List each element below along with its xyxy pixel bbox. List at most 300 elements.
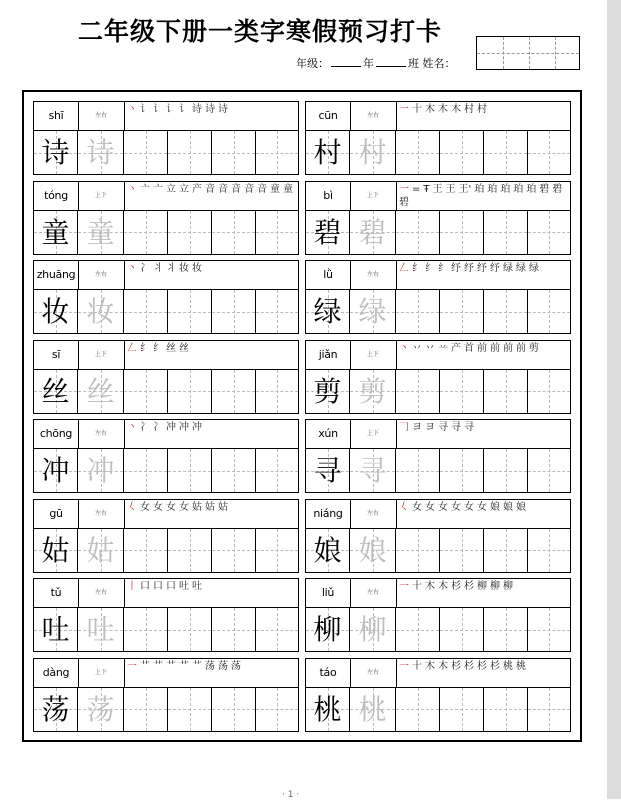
practice-cell[interactable]: [528, 449, 570, 492]
practice-cell[interactable]: [528, 370, 570, 413]
stroke-step: 女: [153, 501, 163, 513]
stroke-step: 音: [231, 183, 241, 195]
practice-cell[interactable]: [168, 608, 212, 651]
card-header: [33, 260, 299, 290]
stroke-step: 女: [464, 501, 474, 513]
stroke-step: 诗: [192, 104, 202, 115]
practice-cell[interactable]: [212, 449, 256, 492]
character-card: [305, 578, 571, 653]
stroke-order: [399, 660, 569, 673]
stroke-step: 冫: [140, 422, 150, 433]
trace-character-cell: [350, 370, 396, 413]
structure-label: 上下: [78, 182, 125, 210]
structure-label: 左右: [350, 261, 397, 289]
practice-cell[interactable]: [484, 211, 528, 254]
writing-grid: [33, 529, 299, 573]
stroke-step: 女: [140, 501, 150, 513]
page-title: 二年级下册一类字寒假预习打卡: [78, 17, 443, 46]
trace-character: 丝: [86, 374, 115, 408]
model-character: 剪: [313, 374, 342, 408]
model-character: 妆: [41, 295, 70, 328]
writing-grid: [33, 290, 299, 334]
stroke-step: 杉: [451, 581, 461, 592]
writing-grid: [33, 211, 299, 255]
card-header: [305, 578, 571, 608]
structure-label: 上下: [78, 659, 125, 687]
practice-cell[interactable]: [212, 370, 256, 413]
stroke-step: 纟: [153, 342, 163, 354]
class-blank[interactable]: [376, 57, 406, 67]
practice-cell[interactable]: [168, 688, 212, 731]
stroke-step: 碧: [552, 183, 563, 195]
stroke-step: 丷: [425, 342, 435, 354]
stroke-step: 娘: [490, 501, 500, 513]
name-label: 姓名：: [422, 57, 456, 70]
stroke-step: 立: [166, 183, 176, 195]
class-label: 班: [408, 57, 419, 70]
practice-cell[interactable]: [212, 131, 256, 174]
writing-grid: [305, 131, 571, 175]
pinyin-label: shī: [34, 102, 79, 130]
model-character: 碧: [313, 215, 342, 249]
practice-cell[interactable]: [440, 688, 484, 731]
practice-cell[interactable]: [484, 290, 528, 333]
stroke-step: 丶: [399, 342, 409, 354]
name-writing-box: [476, 36, 580, 70]
model-character-cell: [34, 688, 78, 731]
stroke-step: 丶: [127, 183, 137, 195]
practice-cell[interactable]: [168, 529, 212, 572]
practice-cell[interactable]: [256, 290, 298, 333]
stroke-order: [127, 421, 297, 434]
stroke-step: 王: [432, 183, 443, 195]
practice-cell[interactable]: [484, 688, 528, 731]
stroke-step: =: [412, 183, 421, 195]
writing-grid: [33, 131, 299, 175]
model-character: 寻: [313, 454, 342, 487]
practice-cell[interactable]: [256, 370, 298, 413]
stroke-step: ヨ: [425, 422, 435, 433]
stroke-step: 木: [438, 581, 448, 592]
practice-cell[interactable]: [256, 608, 298, 651]
stroke-step: 音: [257, 183, 267, 195]
stroke-step: 妆: [192, 263, 202, 274]
scrollbar[interactable]: [607, 0, 621, 799]
stroke-step: 丝: [179, 342, 189, 354]
stroke-step: 冫: [140, 263, 150, 274]
practice-cell[interactable]: [528, 529, 570, 572]
stroke-step: 讠: [153, 104, 163, 115]
trace-character-cell: [350, 449, 396, 492]
model-character-cell: [34, 449, 78, 492]
stroke-step: 娘: [503, 501, 513, 513]
trace-character-cell: [78, 449, 124, 492]
writing-grid: [305, 529, 571, 573]
pinyin-label: cūn: [306, 102, 351, 130]
writing-grid: [305, 211, 571, 255]
stroke-step: 纾: [490, 263, 500, 274]
stroke-order: [127, 501, 297, 514]
grade-blank[interactable]: [331, 57, 361, 67]
stroke-step: 𠃋: [127, 342, 137, 354]
card-header: [33, 578, 299, 608]
stroke-step: 女: [425, 501, 435, 513]
stroke-step: 口: [166, 581, 176, 592]
card-header: [33, 658, 299, 688]
practice-cell[interactable]: [212, 688, 256, 731]
practice-cell[interactable]: [396, 529, 440, 572]
trace-character-cell: [350, 131, 396, 174]
card-header: [305, 181, 571, 211]
practice-cell[interactable]: [124, 529, 168, 572]
stroke-step: 诗: [218, 104, 228, 115]
trace-character: 妆: [86, 295, 115, 328]
card-header: [33, 181, 299, 211]
stroke-step: 纟: [140, 342, 150, 354]
practice-cell[interactable]: [212, 290, 256, 333]
stroke-step: 珀: [500, 183, 511, 195]
stroke-step: 桃: [516, 660, 526, 672]
practice-cell[interactable]: [528, 608, 570, 651]
stroke-step: 丶: [127, 263, 137, 274]
trace-character-cell: [78, 370, 124, 413]
character-card: [305, 658, 571, 733]
stroke-step: 艹: [153, 660, 163, 672]
model-character: 柳: [313, 613, 342, 646]
practice-cell[interactable]: [168, 131, 212, 174]
stroke-step: 木: [451, 104, 461, 115]
model-character: 村: [313, 136, 342, 169]
stroke-step: 纟: [425, 263, 435, 274]
pinyin-label: bì: [306, 182, 351, 210]
character-card: [33, 578, 299, 653]
stroke-step: 纟: [412, 263, 422, 274]
stroke-order: [399, 421, 569, 434]
structure-label: 上下: [78, 341, 125, 369]
stroke-step: 剪: [529, 342, 539, 354]
practice-cell[interactable]: [484, 370, 528, 413]
stroke-step: 柳: [477, 581, 487, 592]
model-character: 绿: [313, 295, 342, 328]
trace-character-cell: [350, 211, 396, 254]
card-header: [305, 658, 571, 688]
practice-cell[interactable]: [440, 449, 484, 492]
stroke-step: 前: [490, 342, 500, 354]
structure-label: 上下: [350, 341, 397, 369]
character-card: [33, 181, 299, 256]
stroke-step: 木: [438, 660, 448, 672]
stroke-step: 𡿨: [127, 501, 137, 513]
writing-grid: [305, 290, 571, 334]
practice-cell[interactable]: [440, 211, 484, 254]
trace-character-cell: [78, 290, 124, 333]
stroke-step: 寻: [464, 422, 474, 433]
practice-cell[interactable]: [168, 370, 212, 413]
model-character-cell: [306, 529, 350, 572]
structure-label: 左右: [78, 579, 125, 607]
practice-cell[interactable]: [124, 370, 168, 413]
stroke-step: 荡: [231, 660, 241, 672]
stroke-step: 前: [516, 342, 526, 354]
character-card: [305, 499, 571, 574]
trace-character: 冲: [86, 454, 115, 487]
trace-character: 娘: [358, 533, 387, 567]
practice-cell[interactable]: [528, 131, 570, 174]
trace-character: 吐: [86, 613, 115, 646]
practice-cell[interactable]: [256, 529, 298, 572]
practice-cell[interactable]: [256, 449, 298, 492]
structure-label: 左右: [350, 579, 397, 607]
stroke-step: 珀: [513, 183, 524, 195]
card-header: [305, 340, 571, 370]
trace-character-cell: [350, 290, 396, 333]
stroke-order: [399, 580, 569, 593]
writing-grid: [305, 688, 571, 732]
practice-cell[interactable]: [484, 608, 528, 651]
character-card: [305, 419, 571, 494]
stroke-step: 𠃋: [399, 263, 409, 274]
structure-label: 左右: [350, 659, 397, 687]
stroke-order: [399, 262, 569, 275]
pinyin-label: jiǎn: [306, 341, 351, 369]
grade-label: 年级：: [296, 57, 329, 70]
stroke-step: 王: [445, 183, 456, 195]
model-character-cell: [306, 131, 350, 174]
trace-character-cell: [350, 688, 396, 731]
year-label: 年: [363, 57, 374, 70]
character-card: [305, 181, 571, 256]
practice-cell[interactable]: [440, 529, 484, 572]
character-card: [305, 340, 571, 415]
trace-character-cell: [78, 211, 124, 254]
stroke-step: 产: [192, 183, 202, 195]
pinyin-label: tóng: [34, 182, 79, 210]
trace-character: 柳: [358, 613, 387, 646]
stroke-step: 丬: [153, 263, 163, 274]
practice-cell[interactable]: [528, 211, 570, 254]
practice-cell[interactable]: [528, 688, 570, 731]
stroke-step: 吐: [192, 581, 202, 592]
practice-cell[interactable]: [396, 211, 440, 254]
trace-character: 寻: [358, 454, 387, 487]
character-card: [33, 499, 299, 574]
stroke-step: 碧: [539, 183, 550, 195]
stroke-step: 讠: [166, 104, 176, 115]
model-character-cell: [306, 449, 350, 492]
practice-cell[interactable]: [168, 449, 212, 492]
structure-label: 左右: [350, 102, 397, 130]
practice-cell[interactable]: [256, 688, 298, 731]
trace-character: 童: [86, 215, 115, 249]
worksheet-frame: [22, 90, 582, 742]
stroke-step: 娘: [516, 501, 526, 513]
stroke-step: 杉: [464, 660, 474, 672]
trace-character: 姑: [86, 533, 115, 567]
practice-cell[interactable]: [256, 131, 298, 174]
stroke-step: 冲: [192, 422, 202, 433]
stroke-step: 木: [425, 660, 435, 672]
writing-grid: [33, 688, 299, 732]
stroke-step: 村: [477, 104, 487, 115]
stroke-step: 木: [425, 104, 435, 115]
model-character-cell: [306, 211, 350, 254]
practice-cell[interactable]: [528, 290, 570, 333]
stroke-step: 口: [140, 581, 150, 592]
structure-label: 上下: [350, 420, 397, 448]
stroke-step: 亠: [140, 183, 150, 195]
stroke-step: 艹: [140, 660, 150, 672]
model-character-cell: [306, 370, 350, 413]
stroke-step: 荡: [205, 660, 215, 672]
card-header: [33, 340, 299, 370]
character-card: [305, 101, 571, 176]
practice-cell[interactable]: [484, 449, 528, 492]
practice-cell[interactable]: [440, 608, 484, 651]
stroke-step: 一: [399, 104, 409, 115]
practice-cell[interactable]: [212, 211, 256, 254]
pinyin-label: sī: [34, 341, 79, 369]
stroke-step: 绿: [529, 263, 539, 274]
stroke-step: 碧: [399, 196, 409, 208]
stroke-order: [127, 103, 297, 116]
practice-cell[interactable]: [396, 370, 440, 413]
stroke-step: 女: [477, 501, 487, 513]
practice-cell[interactable]: [168, 290, 212, 333]
model-character-cell: [306, 608, 350, 651]
stroke-step: 纾: [464, 263, 474, 274]
practice-cell[interactable]: [124, 290, 168, 333]
stroke-step: 柳: [503, 581, 513, 592]
practice-cell[interactable]: [440, 290, 484, 333]
stroke-step: 前: [477, 342, 487, 354]
card-header: [305, 260, 571, 290]
stroke-step: 讠: [179, 104, 189, 115]
writing-grid: [33, 608, 299, 652]
trace-character-cell: [350, 608, 396, 651]
stroke-step: 丬: [166, 263, 176, 274]
practice-cell[interactable]: [212, 608, 256, 651]
stroke-step: 音: [244, 183, 254, 195]
practice-cell[interactable]: [124, 608, 168, 651]
stroke-step: 丝: [166, 342, 176, 354]
card-header: [33, 101, 299, 131]
stroke-step: 𡿨: [399, 501, 409, 513]
practice-cell[interactable]: [396, 290, 440, 333]
practice-cell[interactable]: [168, 211, 212, 254]
stroke-order: [399, 183, 569, 209]
stroke-step: 冲: [166, 422, 176, 433]
practice-cell[interactable]: [212, 529, 256, 572]
stroke-step: 纾: [451, 263, 461, 274]
stroke-step: 女: [412, 501, 422, 513]
character-card: [305, 260, 571, 335]
practice-cell[interactable]: [396, 131, 440, 174]
pinyin-label: chōng: [34, 420, 79, 448]
stroke-step: 前: [503, 342, 513, 354]
stroke-step: 柳: [490, 581, 500, 592]
stroke-order: [127, 660, 297, 673]
pinyin-label: niáng: [306, 500, 351, 528]
writing-grid: [305, 449, 571, 493]
pinyin-label: gū: [34, 500, 79, 528]
practice-cell[interactable]: [124, 449, 168, 492]
card-header: [33, 499, 299, 529]
practice-cell[interactable]: [124, 211, 168, 254]
practice-cell[interactable]: [256, 211, 298, 254]
structure-label: 左右: [78, 261, 125, 289]
trace-character-cell: [78, 529, 124, 572]
model-character: 娘: [313, 533, 342, 567]
practice-cell[interactable]: [396, 608, 440, 651]
trace-character-cell: [78, 688, 124, 731]
trace-character: 绿: [358, 295, 387, 328]
stroke-step: 杉: [451, 660, 461, 672]
model-character: 桃: [313, 692, 342, 726]
stroke-step: 杉: [477, 660, 487, 672]
stroke-step: 妆: [179, 263, 189, 274]
stroke-step: 亠: [153, 183, 163, 195]
stroke-step: 丨: [127, 581, 137, 592]
practice-cell[interactable]: [396, 449, 440, 492]
stroke-step: 纾: [477, 263, 487, 274]
stroke-step: 荡: [218, 660, 228, 672]
pinyin-label: dàng: [34, 659, 79, 687]
stroke-step: 木: [438, 104, 448, 115]
stroke-step: 冲: [179, 422, 189, 433]
stroke-order: [127, 183, 297, 196]
practice-cell[interactable]: [484, 529, 528, 572]
practice-cell[interactable]: [484, 131, 528, 174]
model-character-cell: [306, 290, 350, 333]
stroke-step: 寻: [438, 422, 448, 433]
stroke-step: 女: [166, 501, 176, 513]
character-card: [33, 260, 299, 335]
trace-character: 荡: [86, 692, 115, 726]
model-character-cell: [34, 529, 78, 572]
stroke-step: 丷: [412, 342, 422, 354]
practice-cell[interactable]: [124, 688, 168, 731]
character-card: [33, 340, 299, 415]
practice-cell[interactable]: [124, 131, 168, 174]
trace-character: 剪: [358, 374, 387, 408]
stroke-step: 女: [438, 501, 448, 513]
model-character: 童: [41, 215, 70, 249]
trace-character: 碧: [358, 215, 387, 249]
structure-label: 左右: [78, 102, 125, 130]
stroke-step: 首: [464, 342, 474, 354]
stroke-step: 王': [458, 183, 472, 195]
stroke-order: [127, 342, 297, 355]
stroke-step: 音: [205, 183, 215, 195]
character-card: [33, 101, 299, 176]
practice-cell[interactable]: [440, 131, 484, 174]
practice-cell[interactable]: [440, 370, 484, 413]
stroke-step: 丶: [127, 104, 137, 115]
stroke-step: 艹: [192, 660, 202, 672]
stroke-order: [127, 262, 297, 275]
stroke-step: 艹: [179, 660, 189, 672]
stroke-step: 诗: [205, 104, 215, 115]
structure-label: 左右: [78, 500, 125, 528]
stroke-step: Ŧ: [423, 183, 430, 195]
stroke-order: [399, 501, 569, 514]
stroke-step: 䒑: [438, 342, 448, 354]
stroke-step: 丶: [127, 422, 137, 433]
model-character-cell: [34, 211, 78, 254]
card-header: [305, 419, 571, 449]
stroke-step: 纟: [438, 263, 448, 274]
practice-cell[interactable]: [396, 688, 440, 731]
